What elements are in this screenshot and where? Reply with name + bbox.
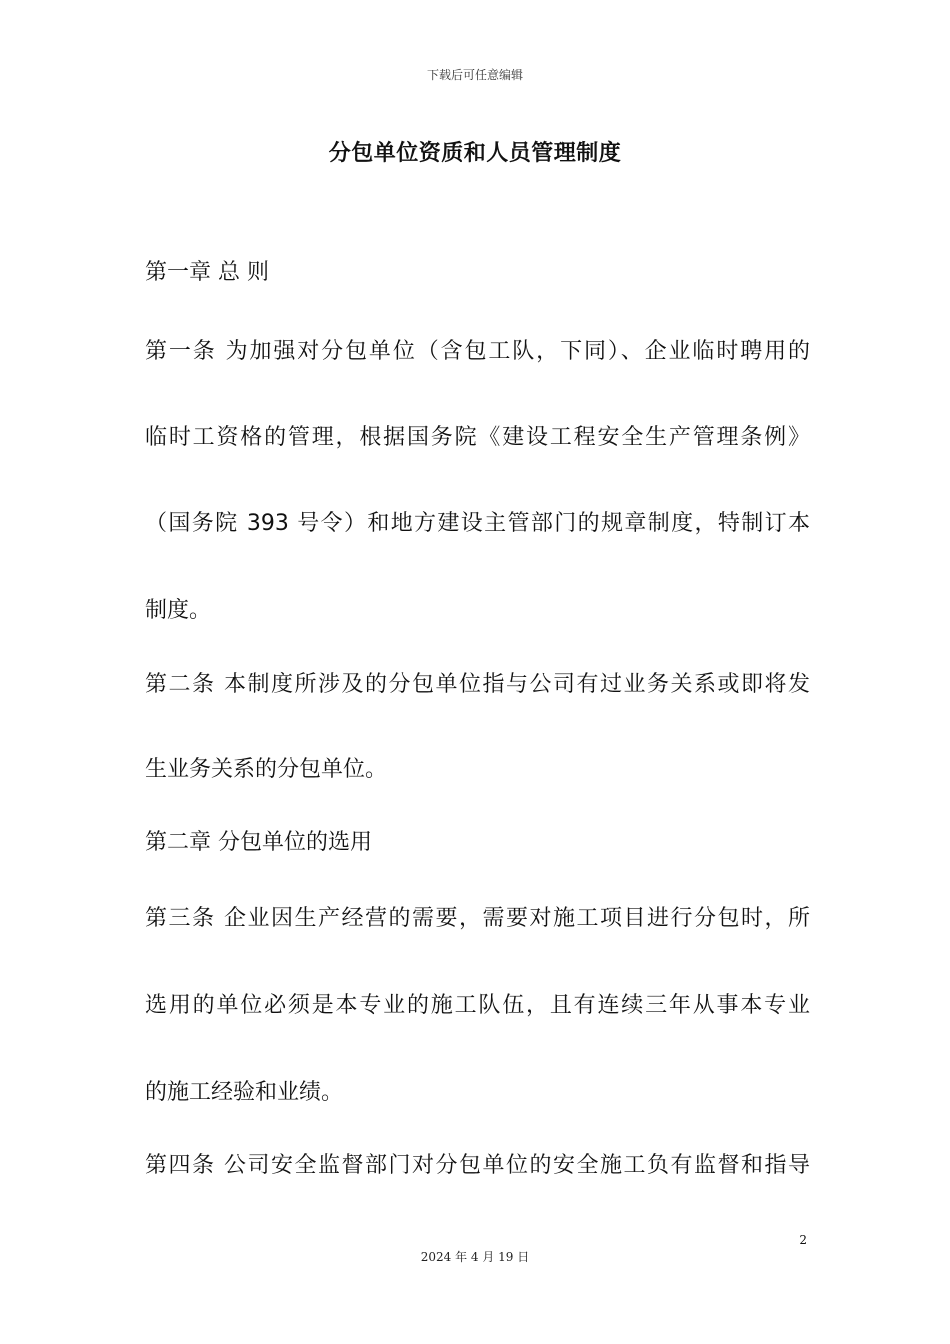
paragraph-line: 第三条 企业因生产经营的需要，需要对施工项目进行分包时，所: [145, 906, 810, 931]
chapter-heading: 第一章 总 则: [145, 260, 269, 285]
document-title: 分包单位资质和人员管理制度: [328, 141, 622, 166]
paragraph-line: 的施工经验和业绩。: [145, 1080, 344, 1105]
paragraph-line: 选用的单位必须是本专业的施工队伍，且有连续三年从事本专业: [145, 993, 810, 1018]
paragraph-line: 第二条 本制度所涉及的分包单位指与公司有过业务关系或即将发: [145, 672, 810, 697]
paragraph-line: 制度。: [145, 598, 212, 623]
paragraph-line: 第四条 公司安全监督部门对分包单位的安全施工负有监督和指导: [145, 1153, 810, 1178]
paragraph-line: 第一条 为加强对分包单位（含包工队，下同）、企业临时聘用的: [145, 339, 810, 364]
page-header-note: 下载后可任意编辑: [426, 68, 523, 82]
chapter-heading: 第二章 分包单位的选用: [145, 830, 372, 855]
paragraph-line: （国务院 393 号令）和地方建设主管部门的规章制度，特制订本: [145, 511, 810, 536]
paragraph-line: 生业务关系的分包单位。: [145, 757, 388, 782]
footer-date: 2024 年 4 月 19 日: [420, 1250, 530, 1264]
paragraph-line: 临时工资格的管理，根据国务院《建设工程安全生产管理条例》: [145, 425, 810, 450]
page-number: 2: [799, 1233, 807, 1247]
